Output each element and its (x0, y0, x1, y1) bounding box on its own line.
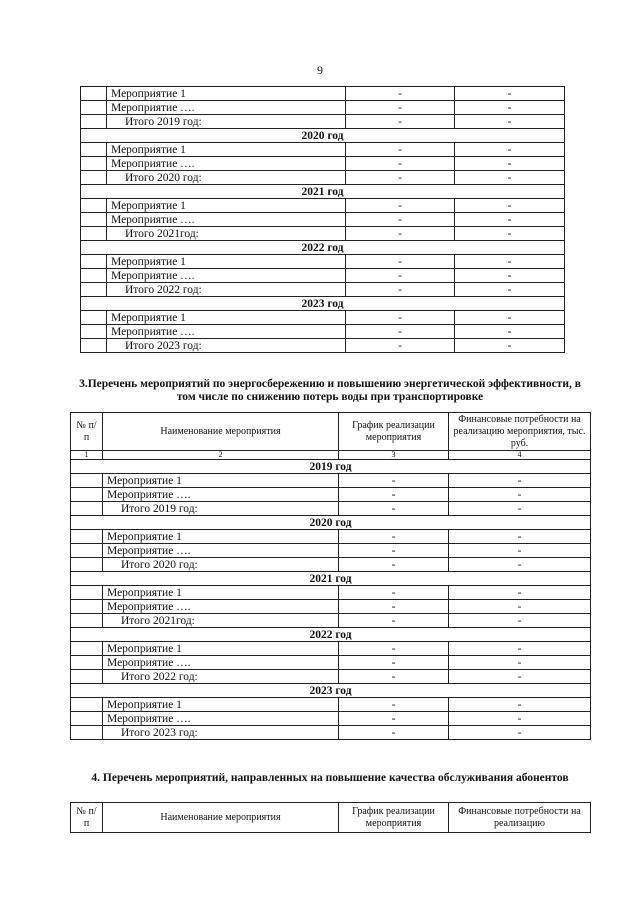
column-number: 4 (449, 451, 591, 460)
row-number-cell (71, 656, 103, 670)
schedule-cell: - (346, 101, 455, 115)
measure-name: Мероприятие 1 (107, 255, 346, 269)
header-schedule: График реализации мероприятия (339, 803, 449, 833)
table-row (81, 87, 565, 101)
finance-cell: - (449, 670, 591, 684)
finance-cell: - (449, 656, 591, 670)
measure-name: Мероприятие 1 (107, 199, 346, 213)
header-finance: Финансовые потребности на реализацию мероприятия, тыс. руб. (449, 413, 591, 451)
measure-name: Мероприятие …. (103, 656, 339, 670)
finance-cell: - (449, 726, 591, 740)
total-row (81, 283, 565, 297)
total-row (71, 670, 591, 684)
total-label: Итого 2023 год: (107, 339, 346, 353)
total-row (81, 227, 565, 241)
finance-cell: - (449, 698, 591, 712)
measure-name: Мероприятие 1 (103, 586, 339, 600)
year-heading: 2023 год (71, 684, 591, 698)
finance-cell: - (449, 488, 591, 502)
total-row (81, 171, 565, 185)
section-3-title: 3.Перечень мероприятий по энергосбережению и повышению энергетической эффективности, в том числе по снижению потерь воды при транспортировке (79, 378, 581, 403)
total-label: Итого 2023 год: (103, 726, 339, 740)
finance-cell: - (455, 325, 565, 339)
table-row (71, 712, 591, 726)
measure-name: Мероприятие …. (103, 600, 339, 614)
row-number-cell (71, 502, 103, 516)
schedule-cell: - (339, 600, 449, 614)
row-number-cell (81, 255, 107, 269)
column-number: 3 (339, 451, 449, 460)
finance-cell: - (455, 213, 565, 227)
schedule-cell: - (339, 544, 449, 558)
total-row (71, 558, 591, 572)
total-label: Итого 2021год: (103, 614, 339, 628)
schedule-cell: - (339, 474, 449, 488)
header-name: Наименование мероприятия (103, 803, 339, 833)
total-label: Итого 2019 год: (103, 502, 339, 516)
measure-name: Мероприятие 1 (103, 642, 339, 656)
table-row (81, 311, 565, 325)
row-number-cell (71, 614, 103, 628)
row-number-cell (81, 171, 107, 185)
total-label: Итого 2020 год: (107, 171, 346, 185)
table-row (71, 586, 591, 600)
table-row (71, 544, 591, 558)
schedule-cell: - (339, 726, 449, 740)
finance-cell: - (455, 115, 565, 129)
schedule-cell: - (339, 614, 449, 628)
row-number-cell (81, 311, 107, 325)
total-row (71, 614, 591, 628)
finance-cell: - (449, 544, 591, 558)
year-heading: 2020 год (71, 516, 591, 530)
measure-name: Мероприятие …. (103, 488, 339, 502)
year-heading: 2021 год (71, 572, 591, 586)
measure-name: Мероприятие …. (107, 213, 346, 227)
schedule-cell: - (339, 558, 449, 572)
finance-cell: - (455, 87, 565, 101)
year-heading: 2023 год (81, 297, 565, 311)
row-number-cell (81, 269, 107, 283)
total-label: Итого 2022 год: (103, 670, 339, 684)
schedule-cell: - (346, 227, 455, 241)
table-row (71, 642, 591, 656)
finance-cell: - (449, 586, 591, 600)
schedule-cell: - (339, 670, 449, 684)
schedule-cell: - (339, 642, 449, 656)
table-row (81, 143, 565, 157)
header-number: № п/п (71, 803, 103, 833)
finance-cell: - (455, 311, 565, 325)
total-row (71, 726, 591, 740)
year-row (71, 572, 591, 586)
finance-cell: - (455, 101, 565, 115)
measure-name: Мероприятие …. (107, 101, 346, 115)
year-heading: 2019 год (71, 460, 591, 474)
table-row (81, 325, 565, 339)
total-label: Итого 2022 год: (107, 283, 346, 297)
row-number-cell (71, 712, 103, 726)
measure-name: Мероприятие …. (107, 325, 346, 339)
schedule-cell: - (346, 269, 455, 283)
finance-cell: - (449, 712, 591, 726)
row-number-cell (71, 670, 103, 684)
finance-cell: - (455, 269, 565, 283)
row-number-cell (81, 283, 107, 297)
finance-cell: - (455, 199, 565, 213)
measure-name: Мероприятие …. (103, 712, 339, 726)
schedule-cell: - (346, 339, 455, 353)
finance-cell: - (455, 143, 565, 157)
measure-name: Мероприятие 1 (107, 143, 346, 157)
table-row (81, 157, 565, 171)
finance-cell: - (455, 157, 565, 171)
finance-cell: - (455, 339, 565, 353)
table-row (71, 488, 591, 502)
row-number-cell (71, 698, 103, 712)
measures-table-continued (80, 86, 565, 353)
table-row (71, 600, 591, 614)
header-schedule: График реализации мероприятия (339, 413, 449, 451)
year-row (81, 297, 565, 311)
year-row (81, 185, 565, 199)
schedule-cell: - (346, 171, 455, 185)
finance-cell: - (449, 558, 591, 572)
year-row (71, 516, 591, 530)
row-number-cell (81, 227, 107, 241)
row-number-cell (81, 199, 107, 213)
service-quality-measures-table (70, 802, 591, 833)
measure-name: Мероприятие 1 (103, 474, 339, 488)
measure-name: Мероприятие 1 (103, 530, 339, 544)
header-number: № п/п (71, 413, 103, 451)
row-number-cell (81, 213, 107, 227)
finance-cell: - (449, 614, 591, 628)
schedule-cell: - (346, 115, 455, 129)
row-number-cell (71, 726, 103, 740)
finance-cell: - (449, 474, 591, 488)
table-row (71, 656, 591, 670)
finance-cell: - (449, 600, 591, 614)
table-row (81, 269, 565, 283)
total-label: Итого 2021год: (107, 227, 346, 241)
schedule-cell: - (339, 488, 449, 502)
schedule-cell: - (339, 656, 449, 670)
finance-cell: - (455, 283, 565, 297)
year-row (71, 460, 591, 474)
measure-name: Мероприятие …. (103, 544, 339, 558)
schedule-cell: - (339, 586, 449, 600)
finance-cell: - (455, 255, 565, 269)
row-number-cell (71, 544, 103, 558)
year-heading: 2022 год (71, 628, 591, 642)
row-number-cell (81, 143, 107, 157)
finance-cell: - (455, 171, 565, 185)
row-number-cell (81, 87, 107, 101)
page-number: 9 (317, 63, 323, 77)
schedule-cell: - (346, 311, 455, 325)
total-row (71, 502, 591, 516)
measure-name: Мероприятие 1 (103, 698, 339, 712)
table-row (81, 199, 565, 213)
row-number-cell (71, 488, 103, 502)
finance-cell: - (455, 227, 565, 241)
year-heading: 2021 год (81, 185, 565, 199)
header-finance: Финансовые потребности на реализацию (449, 803, 591, 833)
row-number-cell (81, 101, 107, 115)
row-number-cell (71, 558, 103, 572)
schedule-cell: - (346, 143, 455, 157)
row-number-cell (81, 115, 107, 129)
table-row (81, 255, 565, 269)
schedule-cell: - (339, 712, 449, 726)
finance-cell: - (449, 530, 591, 544)
energy-saving-measures-table (70, 412, 591, 740)
row-number-cell (71, 530, 103, 544)
year-row (71, 628, 591, 642)
table-row (71, 698, 591, 712)
measure-name: Мероприятие …. (107, 157, 346, 171)
row-number-cell (81, 157, 107, 171)
row-number-cell (81, 325, 107, 339)
row-number-cell (81, 339, 107, 353)
table-row (81, 213, 565, 227)
schedule-cell: - (346, 199, 455, 213)
schedule-cell: - (346, 87, 455, 101)
year-row (71, 684, 591, 698)
schedule-cell: - (339, 502, 449, 516)
row-number-cell (71, 586, 103, 600)
column-number: 2 (103, 451, 339, 460)
row-number-cell (71, 642, 103, 656)
year-heading: 2020 год (81, 129, 565, 143)
section-4-title: 4. Перечень мероприятий, направленных на повышение качества обслуживания абонентов (91, 772, 569, 784)
schedule-cell: - (346, 157, 455, 171)
finance-cell: - (449, 502, 591, 516)
total-row (81, 339, 565, 353)
measure-name: Мероприятие 1 (107, 311, 346, 325)
total-row (81, 115, 565, 129)
row-number-cell (71, 600, 103, 614)
schedule-cell: - (339, 698, 449, 712)
measure-name: Мероприятие 1 (107, 87, 346, 101)
year-row (81, 129, 565, 143)
header-name: Наименование мероприятия (103, 413, 339, 451)
row-number-cell (71, 474, 103, 488)
total-label: Итого 2019 год: (107, 115, 346, 129)
finance-cell: - (449, 642, 591, 656)
year-heading: 2022 год (81, 241, 565, 255)
schedule-cell: - (346, 255, 455, 269)
table-row (71, 530, 591, 544)
column-number: 1 (71, 451, 103, 460)
schedule-cell: - (346, 213, 455, 227)
schedule-cell: - (339, 530, 449, 544)
schedule-cell: - (346, 283, 455, 297)
table-row (71, 474, 591, 488)
table-row (81, 101, 565, 115)
measure-name: Мероприятие …. (107, 269, 346, 283)
schedule-cell: - (346, 325, 455, 339)
year-row (81, 241, 565, 255)
total-label: Итого 2020 год: (103, 558, 339, 572)
